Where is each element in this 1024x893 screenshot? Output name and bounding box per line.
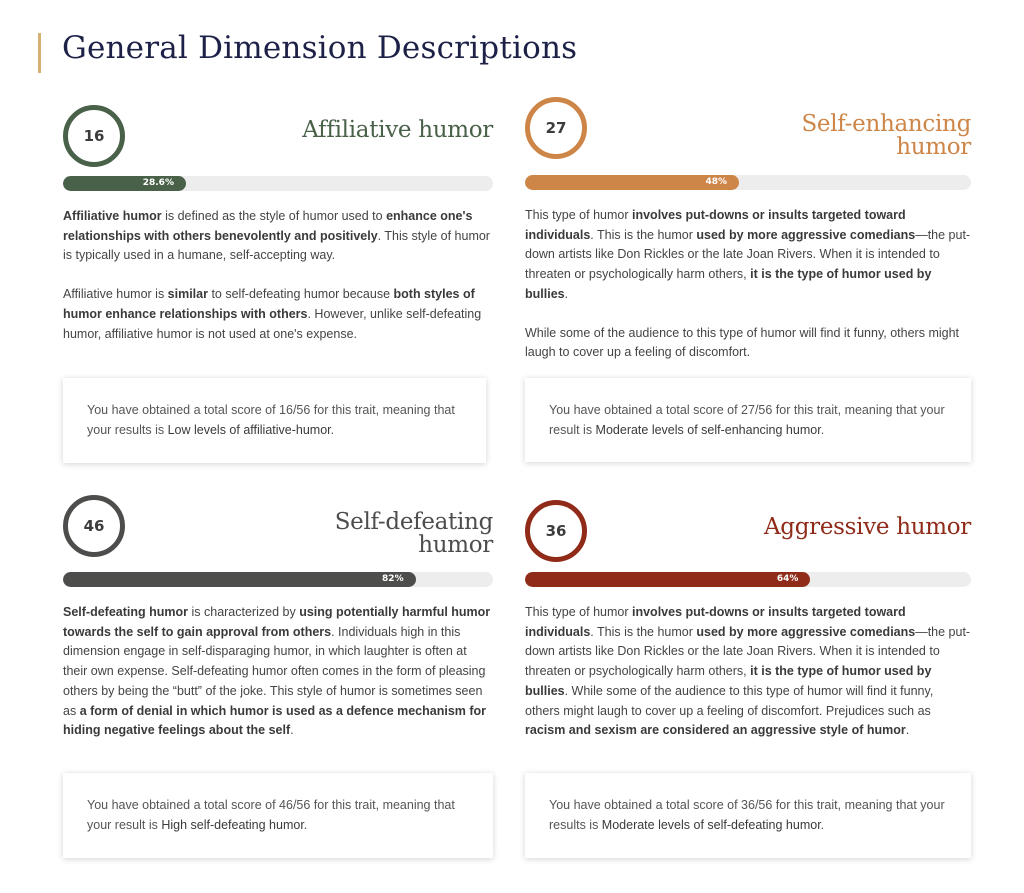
score-bar-label: 28.6% [142, 178, 174, 188]
emphasis-text: it is the type of humor used by bullies [525, 664, 932, 698]
trait-description [525, 603, 971, 741]
emphasis-text: involves put-downs or insults targeted toward individuals [525, 208, 906, 242]
text-run: —the put-down artists like Don Rickles or the late Joan Rivers. When it is intended to threaten or psychologically harm others, [525, 227, 971, 282]
trait-name [764, 516, 971, 539]
paragraph-gap [63, 266, 493, 285]
emphasis-text: Moderate levels of self-enhancing humor [595, 423, 821, 437]
score-circle: 36 [525, 500, 587, 562]
score-bar-label: 64% [776, 574, 799, 584]
score-bar [525, 572, 971, 587]
text-run: —the put-down artists like Don Rickles or the late Joan Rivers. When it is intended to threaten or psychologically harm others, [525, 624, 971, 679]
trait-name-line: Self-defeating [334, 509, 493, 535]
emphasis-text: both styles of humor enhance relationships with others [63, 287, 475, 321]
score-bar-fill [63, 572, 416, 587]
emphasis-text: racism and sexism are considered an aggressive style of humor [525, 723, 906, 738]
emphasis-text: enhance one's relationships with others benevolently and positively [63, 209, 473, 243]
trait-description [525, 206, 971, 363]
emphasis-text: it is the type of humor used by bullies [525, 267, 932, 301]
trait-name-line: humor [418, 532, 493, 558]
score-bar-label: 82% [382, 574, 404, 584]
result-text [87, 795, 469, 835]
text-run: While some of the audience to this type of humor will find it funny, others might laugh to cover up a feeling of discomfort. [525, 325, 960, 360]
text-run: . However, unlike self-defeating humor, affiliative humor is not used at one's expense. [63, 306, 482, 341]
text-run: . This is the humor [590, 624, 697, 639]
result-text [549, 795, 947, 835]
text-run: You have obtained a total score of 46/56 for this trait, meaning that your result is [87, 798, 455, 832]
text-run: You have obtained a total score of 27/56 for this trait, meaning that your result is [549, 403, 945, 437]
emphasis-text: using potentially harmful humor towards the self to gain approval from others [63, 605, 491, 639]
trait-description [63, 603, 493, 741]
page-title: General Dimension Descriptions [62, 30, 578, 66]
score-bar-fill [525, 572, 810, 587]
description-paragraph [63, 603, 493, 741]
trait-name [801, 113, 971, 159]
text-run: . [290, 723, 294, 738]
score-circle: 16 [63, 105, 125, 167]
text-run: . [905, 723, 910, 738]
text-run: This type of humor [525, 605, 632, 619]
score-circle: 46 [63, 495, 125, 557]
emphasis-text: used by more aggressive comedians [696, 624, 916, 639]
emphasis-text: Moderate levels of self-defeating humor [601, 818, 821, 832]
paragraph-gap [525, 305, 971, 324]
emphasis-text: Self-defeating humor [63, 605, 189, 619]
text-run: . [303, 818, 308, 832]
emphasis-text: Affiliative humor [63, 209, 162, 223]
text-run: to self-defeating humor because [207, 287, 394, 302]
trait-name [302, 119, 493, 142]
score-bar [63, 176, 493, 191]
result-box [63, 773, 493, 858]
score-bar-fill [63, 176, 186, 191]
emphasis-text: used by more aggressive comedians [696, 227, 916, 242]
result-box [525, 378, 971, 462]
trait-name-line: Self-enhancing [801, 111, 971, 137]
trait-name-line: humor [896, 134, 971, 160]
description-paragraph [525, 603, 971, 741]
text-run: You have obtained a total score of 36/56 for this trait, meaning that your results is [549, 798, 945, 832]
emphasis-text: similar [167, 287, 208, 302]
description-paragraph [63, 207, 493, 266]
trait-description [63, 207, 493, 344]
text-run: . This style of humor is typically used in a humane, self-accepting way. [63, 228, 490, 263]
score-circle: 27 [525, 97, 587, 159]
emphasis-text: involves put-downs or insults targeted toward individuals [525, 605, 906, 639]
text-run: . [820, 423, 825, 437]
text-run: You have obtained a total score of 16/56 for this trait, meaning that your results is [87, 403, 455, 437]
score-bar-fill [525, 175, 739, 190]
text-run: is defined as the style of humor used to [161, 209, 387, 223]
emphasis-text: Low levels of affiliative-humor [167, 423, 331, 437]
text-run: . This is the humor [590, 227, 697, 242]
text-run: is characterized by [188, 605, 300, 619]
result-text [87, 400, 462, 440]
description-paragraph [525, 206, 971, 305]
result-text [549, 400, 947, 440]
text-run: . [564, 286, 569, 301]
text-run: . [330, 423, 335, 437]
text-run: . Individuals high in this dimension engage in self-disparaging humor, in which laughter is often at their own expense. Self-defeating humor often comes in the form of pleasing others by being the “butt” of the joke. This style of humor is sometimes seen as [63, 624, 486, 718]
description-paragraph [63, 285, 493, 344]
result-box [525, 773, 971, 858]
score-bar [63, 572, 493, 587]
trait-name-line: Aggressive humor [763, 514, 971, 540]
heading-accent-bar [38, 33, 41, 73]
result-box [63, 378, 486, 463]
emphasis-text: High self-defeating humor [161, 818, 304, 832]
text-run: . [820, 818, 825, 832]
trait-name [335, 511, 493, 557]
text-run: This type of humor [525, 208, 632, 222]
trait-name-line: Affiliative humor [302, 117, 493, 143]
text-run: Affiliative humor is [63, 287, 168, 302]
score-bar [525, 175, 971, 190]
score-bar-label: 48% [705, 177, 728, 187]
description-paragraph [525, 324, 971, 363]
text-run: . While some of the audience to this type of humor will find it funny, others might laugh to cover up a feeling of discomfort. Prejudices such as [525, 683, 934, 718]
emphasis-text: a form of denial in which humor is used as a defence mechanism for hiding negative feelings about the self [63, 703, 487, 738]
